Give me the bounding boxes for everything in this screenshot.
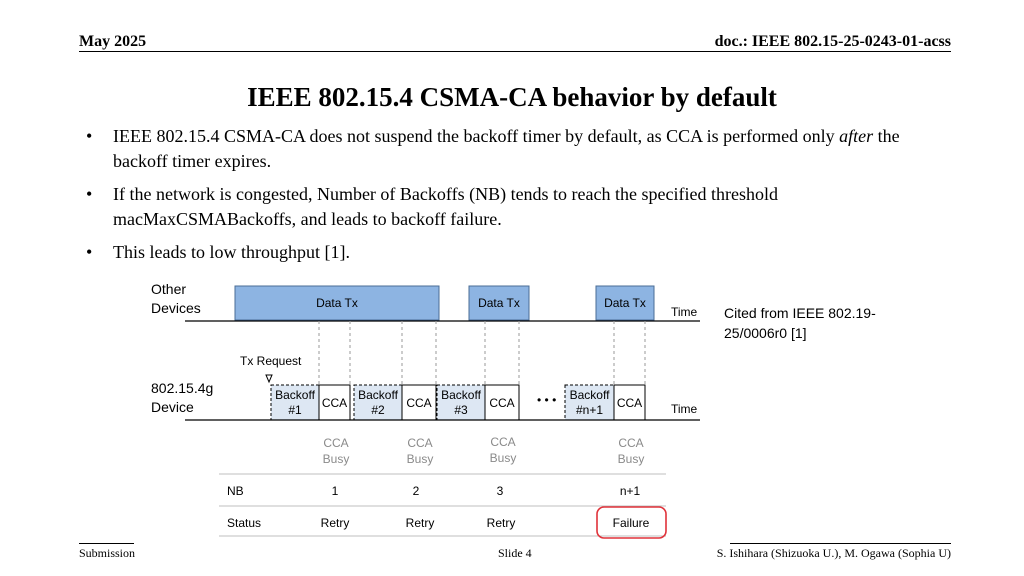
cca-status-label: CCA — [618, 436, 644, 450]
bullet-item — [86, 182, 946, 232]
cca-busy-label: Busy — [322, 452, 350, 466]
nb-value: 3 — [496, 484, 504, 498]
device-label: 802.15.4g — [151, 380, 214, 396]
cca-label: CCA — [616, 396, 643, 410]
cca-status-label: CCA — [407, 436, 433, 450]
device-label: Device — [151, 399, 194, 415]
header-doc-id: doc.: IEEE 802.15-25-0243-01-acss — [714, 33, 951, 50]
cca-busy-label: Busy — [617, 452, 645, 466]
status-value: Failure — [612, 516, 650, 530]
cca-status-label: CCA — [490, 435, 516, 449]
slide-title: IEEE 802.15.4 CSMA-CA behavior by default — [247, 82, 777, 112]
bullet-text: the backoff timer expires. — [113, 126, 900, 171]
bullet-icon: • — [86, 184, 93, 204]
cca-label: CCA — [406, 396, 432, 410]
cca-busy-label: Busy — [406, 452, 434, 466]
tx-request-arrow-icon — [266, 375, 272, 382]
backoff-number: #n+1 — [575, 403, 604, 417]
status-value: Retry — [320, 516, 350, 530]
header-date: May 2025 — [79, 33, 147, 50]
nb-value: n+1 — [619, 484, 641, 498]
bullet-icon: • — [86, 242, 93, 262]
bullet-text: If the network is congested, Number of Backoffs (NB) tends to reach the specified threshold macMaxCSMABackoffs, and leads to backoff failure. — [113, 184, 778, 229]
cca-busy-label: Busy — [489, 451, 517, 465]
status-row-label: Status — [227, 516, 262, 530]
other-devices-label: Devices — [151, 300, 201, 316]
cca-status-label: CCA — [323, 436, 349, 450]
ellipsis-label: • • • — [537, 393, 557, 407]
tx-request-label: Tx Request — [240, 354, 302, 368]
data-tx-label: Data Tx — [604, 296, 646, 310]
footer-rule — [79, 543, 134, 544]
footer-rule — [730, 543, 951, 544]
bullet-emphasis: after — [839, 126, 874, 146]
footer-authors: S. Ishihara (Shizuoka U.), M. Ogawa (Sophia U) — [716, 546, 951, 560]
csma-ca-diagram — [145, 278, 705, 543]
backoff-label: Backoff — [358, 388, 398, 402]
nb-value: 2 — [412, 484, 420, 498]
bullet-item — [86, 240, 946, 265]
nb-row-label: NB — [227, 484, 244, 498]
bullet-text: IEEE 802.15.4 CSMA-CA does not suspend the backoff timer by default, as CCA is performed only — [113, 126, 840, 146]
status-value: Retry — [405, 516, 435, 530]
time-axis-label: Time — [671, 402, 698, 416]
bullet-text: This leads to low throughput [1]. — [113, 242, 350, 262]
citation-note: Cited from IEEE 802.19-25/0006r0 [1] — [724, 305, 876, 341]
alignment-guides — [319, 321, 645, 384]
status-value: Retry — [486, 516, 516, 530]
backoff-number: #1 — [288, 403, 302, 417]
header-rule — [79, 51, 951, 52]
backoff-number: #2 — [371, 403, 385, 417]
cca-busy-labels — [323, 435, 645, 466]
nb-value: 1 — [331, 484, 339, 498]
time-axis-label: Time — [671, 305, 698, 319]
cca-label: CCA — [489, 396, 515, 410]
bullet-item — [86, 124, 946, 174]
footer-slide-number: Slide 4 — [498, 546, 532, 560]
cca-label: CCA — [321, 396, 348, 410]
data-tx-label: Data Tx — [478, 296, 520, 310]
footer-submission: Submission — [79, 546, 136, 560]
bullet-icon: • — [86, 126, 93, 146]
backoff-number: #3 — [454, 403, 468, 417]
bullet-list — [86, 124, 946, 273]
data-tx-label: Data Tx — [316, 296, 358, 310]
backoff-label: Backoff — [569, 388, 610, 402]
backoff-label: Backoff — [441, 388, 481, 402]
backoff-label: Backoff — [275, 388, 315, 402]
other-devices-label: Other — [151, 281, 187, 297]
